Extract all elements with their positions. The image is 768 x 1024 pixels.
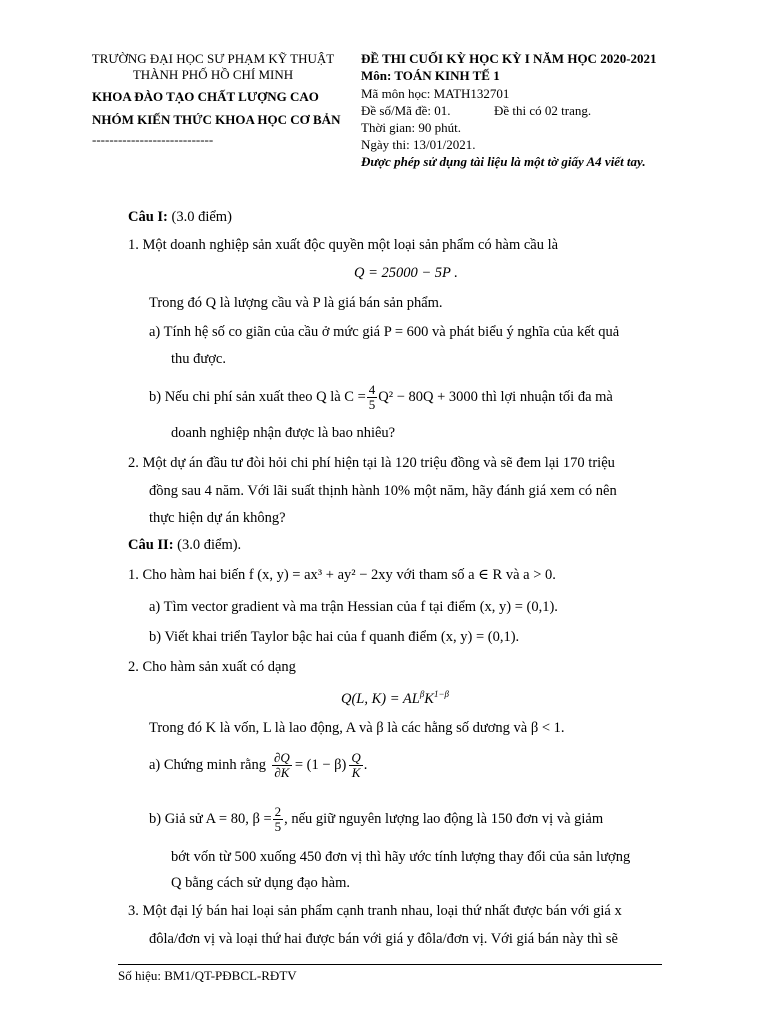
question-2-title: Câu II: bbox=[128, 537, 174, 553]
q1-part1b-line1 bbox=[149, 377, 613, 417]
q1-part1a-line2: thu được. bbox=[171, 351, 226, 367]
header-divider: ---------------------------- bbox=[92, 132, 214, 147]
q2-part1a: a) Tìm vector gradient và ma trận Hessian của f tại điểm (x, y) = (0,1). bbox=[149, 599, 558, 615]
q2-part3-line1: 3. Một đại lý bán hai loại sản phẩm cạnh tranh nhau, loại thứ nhất được bán với giá x bbox=[128, 903, 622, 919]
q1-cost-fraction-num: 4 bbox=[368, 381, 376, 397]
question-1-points: (3.0 điểm) bbox=[171, 209, 232, 225]
q2-ratio-num: Q bbox=[351, 749, 361, 765]
city-name: THÀNH PHỐ HỒ CHÍ MINH bbox=[132, 67, 294, 82]
q2-part2b-line2: bớt vốn từ 500 xuống 450 đơn vị thì hãy ước tính lượng thay đổi của sản lượng bbox=[171, 849, 631, 865]
q2-formula-k: K bbox=[424, 690, 434, 707]
q2-partial-den: ∂K bbox=[274, 764, 290, 780]
q1-part2-line1: 2. Một dự án đầu tư đòi hỏi chi phí hiện tại là 120 triệu đồng và sẽ đem lại 170 triệu bbox=[128, 455, 615, 471]
q2-part2-where: Trong đó K là vốn, L là lao động, A và β là các hằng số dương và β < 1. bbox=[149, 720, 565, 736]
q2-formula-exp1: β bbox=[419, 689, 425, 699]
q1-part1-where: Trong đó Q là lượng cầu và P là giá bán sản phẩm. bbox=[149, 295, 443, 311]
q1-part1a-line1: a) Tính hệ số co giãn của cầu ở mức giá P = 600 và phát biểu ý nghĩa của kết quả bbox=[149, 324, 620, 340]
faculty-name: KHOA ĐÀO TẠO CHẤT LƯỢNG CAO bbox=[92, 89, 319, 104]
materials-note: Được phép sử dụng tài liệu là một tờ giấy A4 viết tay. bbox=[361, 154, 646, 169]
q1-part1b-line2: doanh nghiệp nhận được là bao nhiêu? bbox=[171, 425, 396, 441]
q2-formula-exp2: 1−β bbox=[433, 689, 450, 699]
q1-part2-line2: đồng sau 4 năm. Với lãi suất thịnh hành 10% một năm, hãy đánh giá xem có nên bbox=[149, 483, 617, 499]
q2-part2a-mid: = (1 − β) bbox=[294, 756, 347, 773]
q2-part2a-pre: a) Chứng minh rằng bbox=[149, 756, 266, 773]
q2-beta-fraction bbox=[273, 805, 284, 834]
q2-part2b-pre: b) Giả sử A = 80, β = bbox=[149, 810, 272, 827]
q2-part2-text: 2. Cho hàm sản xuất có dạng bbox=[128, 659, 296, 675]
exam-date: Ngày thi: 13/01/2021. bbox=[361, 137, 476, 152]
q2-part3-line2: đôla/đơn vị và loại thứ hai được bán với giá y đôla/đơn vị. Với giá bán này thì sẽ bbox=[149, 931, 618, 947]
footer-rule bbox=[118, 964, 662, 965]
question-1-title: Câu I: bbox=[128, 209, 168, 225]
university-name: TRƯỜNG ĐẠI HỌC SƯ PHẠM KỸ THUẬT bbox=[91, 51, 335, 66]
q2-part2b-line3: Q bằng cách sử dụng đạo hàm. bbox=[171, 875, 350, 891]
course-code: Mã môn học: MATH132701 bbox=[361, 86, 510, 101]
question-2-points: (3.0 điểm). bbox=[177, 537, 242, 553]
q2-production-formula bbox=[341, 689, 449, 708]
q2-formula-base: Q(L, K) = AL bbox=[341, 690, 420, 707]
q1-part1b-post: Q² − 80Q + 3000 thì lợi nhuận tối đa mà bbox=[378, 388, 613, 405]
footer-code: Số hiệu: BM1/QT-PĐBCL-RĐTV bbox=[118, 968, 297, 983]
q2-beta-num: 2 bbox=[274, 803, 282, 819]
exam-number: Đề số/Mã đề: 01. bbox=[361, 103, 451, 118]
q1-part1b-pre: b) Nếu chi phí sản xuất theo Q là C = bbox=[149, 388, 366, 405]
q1-cost-fraction bbox=[367, 383, 378, 412]
q2-ratio-fraction bbox=[349, 751, 362, 780]
q2-partial-fraction bbox=[272, 751, 292, 780]
q1-part1-text: 1. Một doanh nghiệp sản xuất độc quyền một loại sản phẩm có hàm cầu là bbox=[128, 237, 559, 253]
exam-title: ĐỀ THI CUỐI KỲ HỌC KỲ I NĂM HỌC 2020-2021 bbox=[361, 51, 657, 66]
q2-ratio-den: K bbox=[351, 764, 361, 780]
question-2-heading bbox=[128, 537, 241, 554]
q2-part2a bbox=[149, 745, 367, 785]
group-name: NHÓM KIẾN THỨC KHOA HỌC CƠ BẢN bbox=[92, 112, 341, 127]
q1-demand-formula: Q = 25000 − 5P . bbox=[354, 265, 458, 281]
q1-part2-line3: thực hiện dự án không? bbox=[149, 510, 286, 526]
q2-partial-num: ∂Q bbox=[274, 749, 290, 765]
q2-part2b-post: , nếu giữ nguyên lượng lao động là 150 đơn vị và giảm bbox=[284, 810, 604, 827]
question-1-heading bbox=[128, 209, 232, 226]
q2-beta-den: 5 bbox=[274, 818, 282, 834]
q2-part1-text: 1. Cho hàm hai biến f (x, y) = ax³ + ay² − 2xy với tham số a ∈ R và a > 0. bbox=[128, 567, 556, 583]
exam-duration: Thời gian: 90 phút. bbox=[361, 120, 462, 135]
subject-name: Môn: TOÁN KINH TẾ 1 bbox=[361, 68, 500, 83]
q2-part2b-line1 bbox=[149, 799, 603, 839]
page-count: Đề thi có 02 trang. bbox=[494, 103, 592, 118]
q1-cost-fraction-den: 5 bbox=[368, 396, 376, 412]
q2-part1b: b) Viết khai triển Taylor bậc hai của f quanh điểm (x, y) = (0,1). bbox=[149, 629, 520, 645]
q2-part2a-end: . bbox=[363, 756, 368, 773]
